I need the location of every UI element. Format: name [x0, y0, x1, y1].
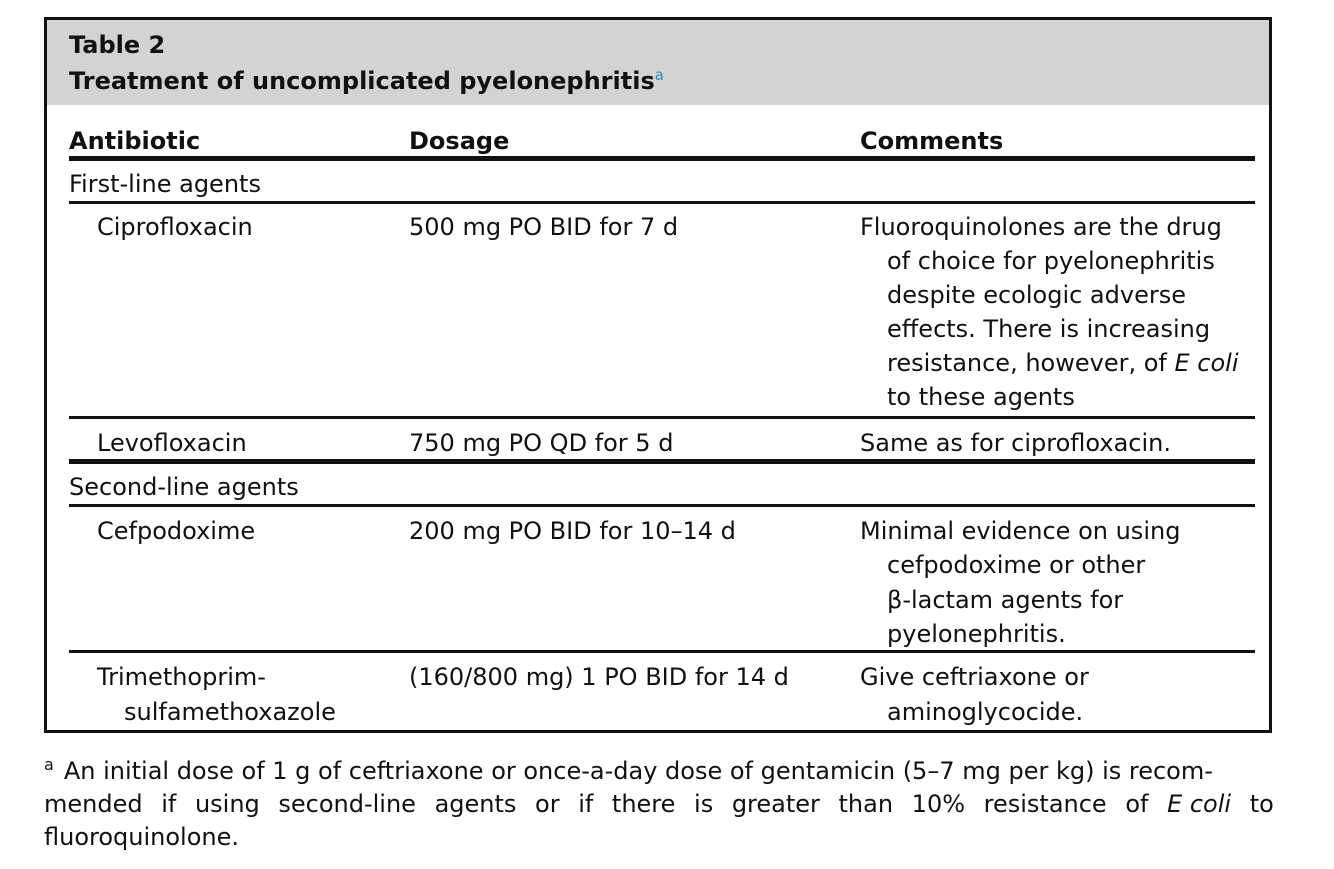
group-end-rule — [69, 459, 1255, 464]
header-rule — [69, 156, 1255, 161]
comment-text: resistance, however, of — [887, 349, 1175, 377]
footnote-word: if — [578, 790, 594, 818]
footnote-word: using — [194, 790, 260, 818]
group-rule — [69, 201, 1255, 204]
group-label-second-line: Second-line agents — [69, 473, 299, 501]
comment-line: of choice for pyelonephritis — [887, 247, 1215, 275]
row-rule — [69, 416, 1255, 419]
antibiotic-cell: Levofloxacin — [97, 429, 247, 457]
comment-line: Fluoroquinolones are the drug — [860, 213, 1222, 241]
footnote-word: than — [838, 790, 894, 818]
table-label: Table 2 — [69, 31, 166, 59]
footnote-word: of — [1125, 790, 1149, 818]
footnote-word: there — [611, 790, 676, 818]
dosage-cell: 500 mg PO BID for 7 d — [409, 213, 679, 241]
comment-line — [887, 346, 1239, 380]
antibiotic-cell: Ciprofloxacin — [97, 213, 253, 241]
footnote-line: fluoroquinolone. — [44, 823, 239, 851]
footnote-word: 10% — [911, 790, 966, 818]
comment-line: pyelonephritis. — [887, 620, 1066, 648]
comment-line: aminoglycocide. — [887, 698, 1084, 726]
footnote-word: agents — [434, 790, 517, 818]
dosage-cell: 200 mg PO BID for 10–14 d — [409, 517, 736, 545]
header-antibiotic: Antibiotic — [69, 127, 201, 155]
comment-line: cefpodoxime or other — [887, 551, 1146, 579]
comment-line: Give ceftriaxone or — [860, 663, 1089, 691]
footnote-line — [44, 788, 1274, 821]
table-title-band — [47, 20, 1269, 105]
table-title-text: Treatment of uncomplicated pyelonephritis — [69, 67, 655, 95]
row-rule — [69, 650, 1255, 653]
table-title — [69, 66, 664, 96]
antibiotic-cell: Cefpodoxime — [97, 517, 256, 545]
dosage-cell: 750 mg PO QD for 5 d — [409, 429, 674, 457]
footnote-word: resistance — [983, 790, 1107, 818]
footnote-line — [44, 755, 1274, 788]
footnote-text: An initial dose of 1 g of ceftriaxone or once-a-day dose of gentamicin (5–7 mg per kg) is recom- — [63, 757, 1213, 785]
comment-line: Same as for ciprofloxacin. — [860, 429, 1171, 457]
comment-line: despite ecologic adverse — [887, 281, 1186, 309]
header-dosage: Dosage — [409, 127, 510, 155]
group-rule — [69, 504, 1255, 507]
header-comments: Comments — [860, 127, 1004, 155]
footnote-word: second-line — [278, 790, 416, 818]
footnote-word: mended — [44, 790, 143, 818]
table-footnote — [44, 755, 1274, 854]
group-label-first-line: First-line agents — [69, 170, 261, 198]
dosage-cell: (160/800 mg) 1 PO BID for 14 d — [409, 663, 789, 691]
footnote-italic-organism: E coli — [1167, 790, 1232, 818]
footnote-word: greater — [731, 790, 820, 818]
footnote-word: to — [1249, 790, 1274, 818]
footnote-mark: a — [44, 755, 54, 774]
comment-line: Minimal evidence on using — [860, 517, 1181, 545]
footnote-word: if — [161, 790, 177, 818]
antibiotic-cell: Trimethoprim- — [97, 663, 266, 691]
antibiotic-cell-cont: sulfamethoxazole — [124, 698, 336, 726]
comment-line: to these agents — [887, 383, 1075, 411]
title-footnote-mark[interactable]: a — [654, 66, 664, 84]
comment-line: effects. There is increasing — [887, 315, 1211, 343]
table-2 — [44, 17, 1272, 733]
footnote-word: or — [535, 790, 560, 818]
footnote-word: is — [694, 790, 714, 818]
comment-line: β-lactam agents for — [887, 586, 1124, 614]
comment-italic-organism: E coli — [1174, 349, 1239, 377]
